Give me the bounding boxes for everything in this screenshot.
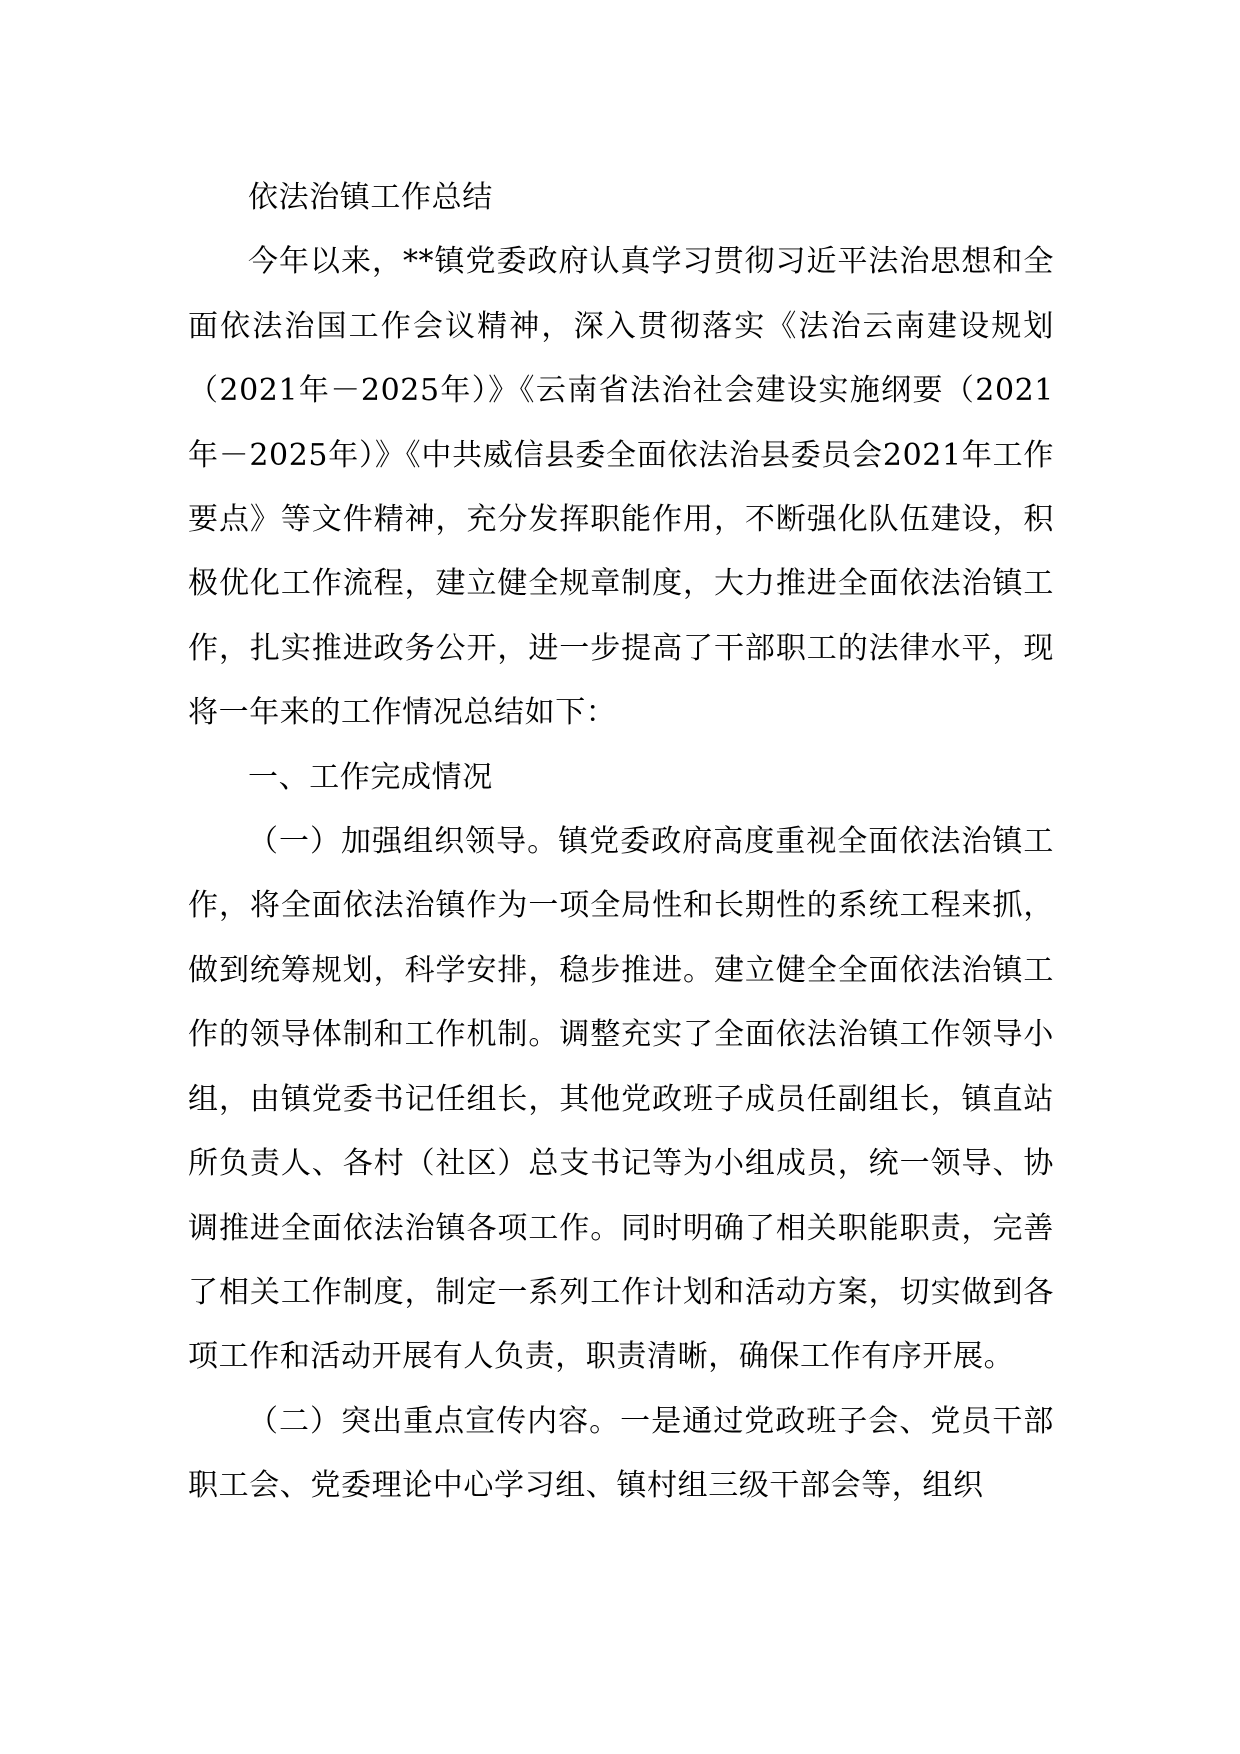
- paragraph-publicity-content: （二）突出重点宣传内容。一是通过党政班子会、党员干部职工会、党委理论中心学习组、镇村组三级干部会等，组织: [188, 1403, 1054, 1504]
- section-heading: 一、工作完成情况: [248, 759, 493, 795]
- document-body: [188, 166, 1054, 1519]
- document-title: 依法治镇工作总结: [248, 180, 493, 215]
- paragraph-organization-leadership: （一）加强组织领导。镇党委政府高度重视全面依法治镇工作，将全面依法治镇作为一项全局性和长期性的系统工程来抓，做到统筹规划，科学安排，稳步推进。建立健全全面依法治镇工作的领导体制和工作机制。调整充实了全面依法治镇工作领导小组，由镇党委书记任组长，其他党政班子成员任副组长，镇直站所负责人、各村（社区）总支书记等为小组成员，统一领导、协调推进全面依法治镇各项工作。同时明确了相关职能职责，完善了相关工作制度，制定一系列工作计划和活动方案，切实做到各项工作和活动开展有人负责，职责清晰，确保工作有序开展。: [188, 824, 1054, 1375]
- intro-paragraph: 今年以来，**镇党委政府认真学习贯彻习近平法治思想和全面依法治国工作会议精神，深入贯彻落实《法治云南建设规划（2021年－2025年）》《云南省法治社会建设实施纲要（2021年－2025年）》《中共威信县委全面依法治县委员会2021年工作要点》等文件精神，充分发挥职能作用，不断强化队伍建设，积极优化工作流程，建立健全规章制度，大力推进全面依法治镇工作，扎实推进政务公开，进一步提高了干部职工的法律水平，现将一年来的工作情况总结如下：: [188, 244, 1054, 731]
